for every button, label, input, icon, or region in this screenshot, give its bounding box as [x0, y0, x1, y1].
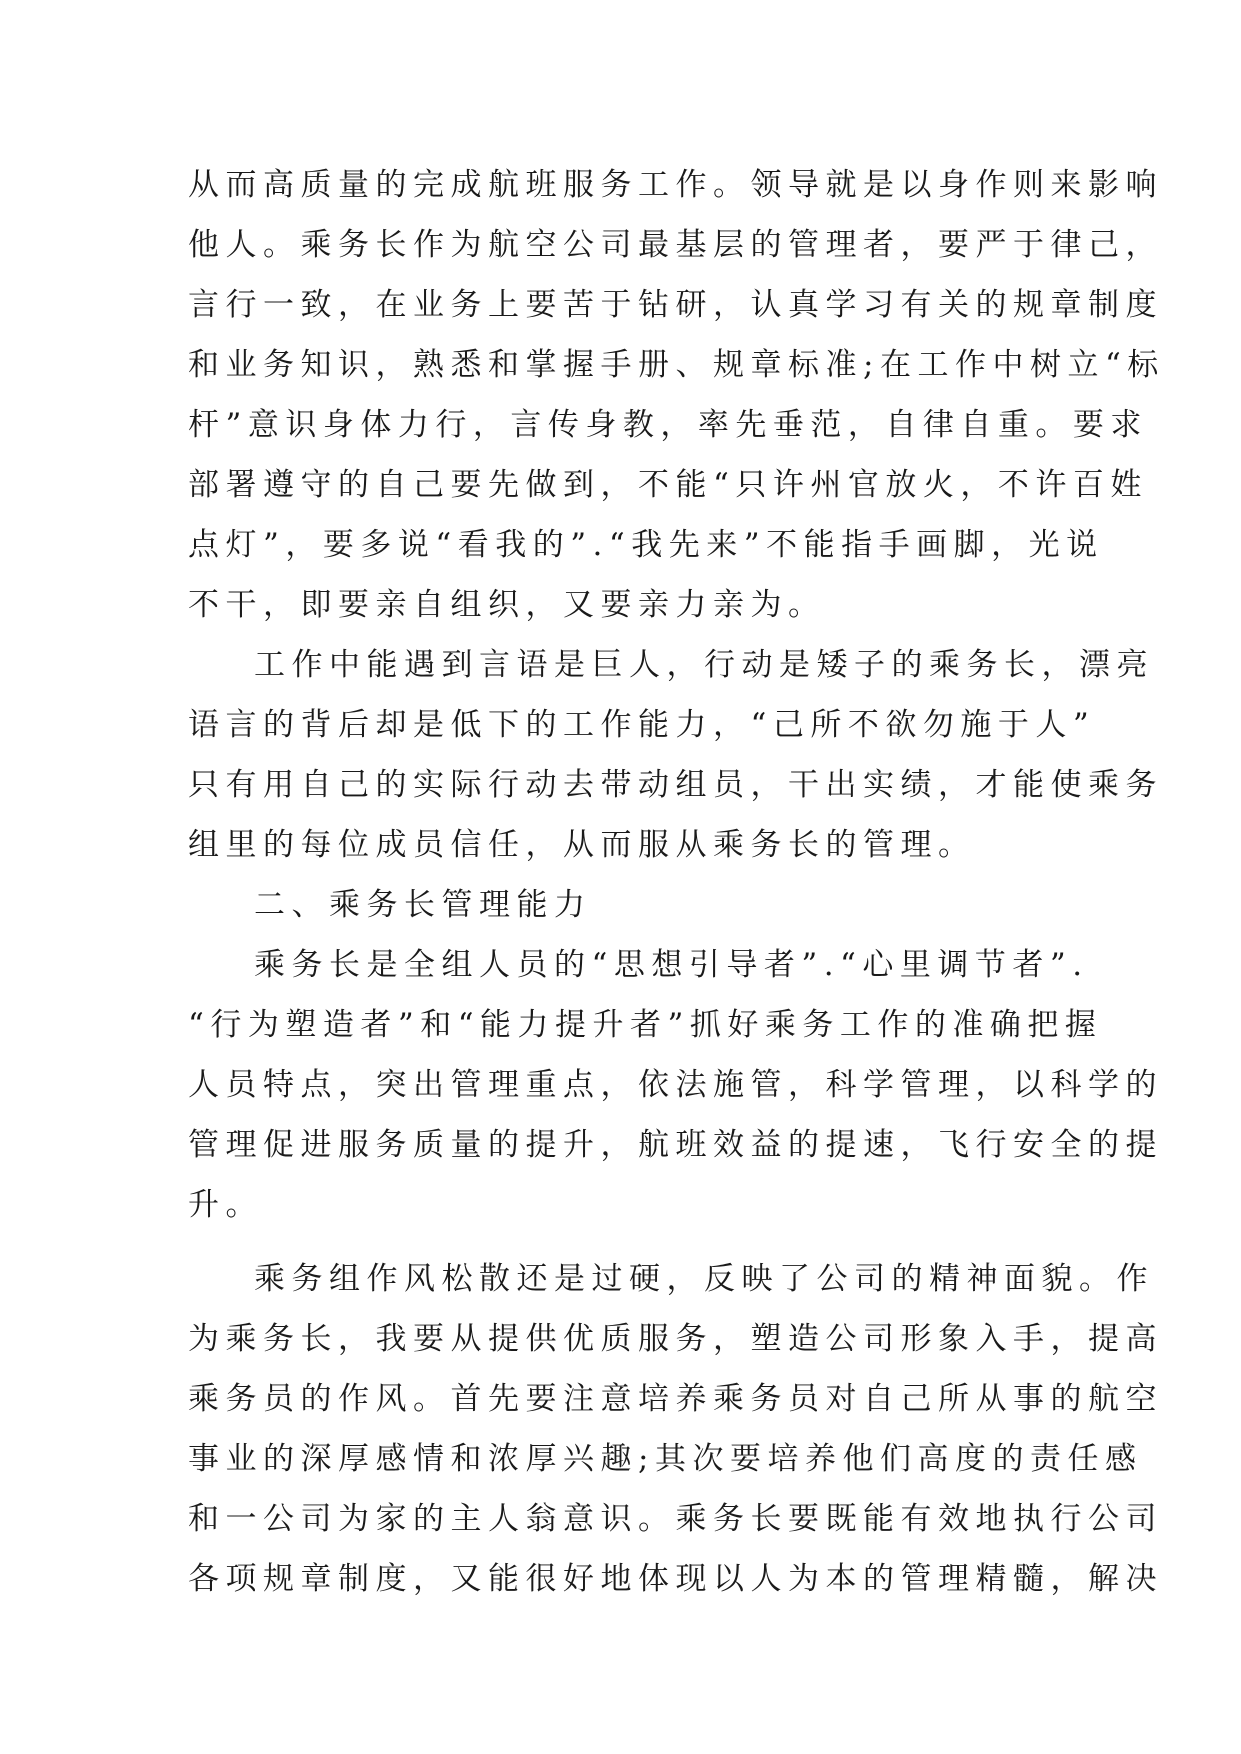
text-line: “行为塑造者”和“能力提升者”抓好乘务工作的准确把握: [188, 1007, 1103, 1043]
paragraph-first-line: 乘务长是全组人员的“思想引导者”.“心里调节者”.: [254, 947, 1089, 983]
document-body: [188, 155, 1165, 1609]
text-line: 语言的背后却是低下的工作能力，“己所不欲勿施于人”: [188, 707, 1096, 743]
text-line: 和一公司为家的主人翁意识。乘务长要既能有效地执行公司: [188, 1501, 1163, 1537]
paragraph-first-line: 工作中能遇到言语是巨人，行动是矮子的乘务长，漂亮: [254, 647, 1154, 683]
text-line: 不干，即要亲自组织，又要亲力亲为。: [188, 587, 826, 623]
text-line: 只有用自己的实际行动去带动组员，干出实绩，才能使乘务: [188, 767, 1163, 803]
text-line: 组里的每位成员信任，从而服从乘务长的管理。: [188, 827, 976, 863]
text-line: 乘务员的作风。首先要注意培养乘务员对自己所从事的航空: [188, 1381, 1163, 1417]
text-line: 管理促进服务质量的提升，航班效益的提速，飞行安全的提: [188, 1127, 1163, 1163]
paragraph-first-line: 乘务组作风松散还是过硬，反映了公司的精神面貌。作: [254, 1261, 1154, 1297]
text-line: 杆”意识身体力行，言传身教，率先垂范，自律自重。要求: [188, 407, 1148, 443]
text-line: 部署遵守的自己要先做到，不能“只许州官放火，不许百姓: [188, 467, 1148, 503]
text-line: 事业的深厚感情和浓厚兴趣;其次要培养他们高度的责任感: [188, 1441, 1143, 1477]
text-line: 升。: [188, 1187, 263, 1223]
text-line: 点灯”，要多说“看我的”.“我先来”不能指手画脚，光说: [188, 527, 1104, 563]
text-line: 各项规章制度，又能很好地体现以人为本的管理精髓，解决: [188, 1561, 1163, 1597]
text-line: 和业务知识，熟悉和掌握手册、规章标准;在工作中树立“标: [188, 347, 1165, 383]
text-line: 人员特点，突出管理重点，依法施管，科学管理，以科学的: [188, 1067, 1163, 1103]
section-heading: 二、乘务长管理能力: [254, 887, 592, 923]
text-line: 他人。乘务长作为航空公司最基层的管理者，要严于律己，: [188, 227, 1163, 263]
text-line: 为乘务长，我要从提供优质服务，塑造公司形象入手，提高: [188, 1321, 1163, 1357]
text-line: 从而高质量的完成航班服务工作。领导就是以身作则来影响: [188, 167, 1163, 203]
paragraph-gap: [188, 1235, 1056, 1249]
text-line: 言行一致，在业务上要苦于钻研，认真学习有关的规章制度: [188, 287, 1163, 323]
